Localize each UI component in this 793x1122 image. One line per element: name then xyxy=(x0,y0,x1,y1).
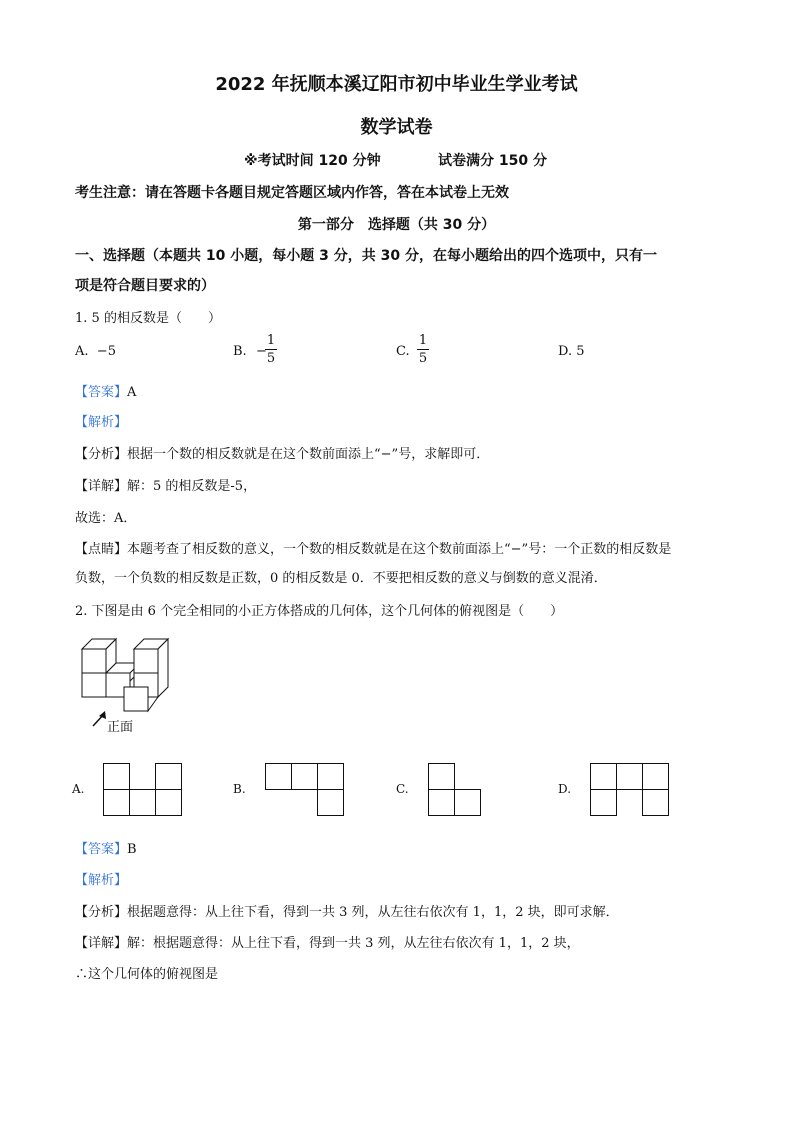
square xyxy=(129,789,156,816)
fraction-bar xyxy=(417,349,429,350)
exam-subtitle: 数学试卷 xyxy=(360,117,433,138)
square xyxy=(291,763,318,790)
section-heading-line1: 一、选择题（本题共 10 小题，每小题 3 分，共 30 分，在每小题给出的四个选项中，只有一 xyxy=(75,248,657,264)
square xyxy=(428,763,455,790)
q2-xiangjie-text: 解：根据题意得：从上往下看，得到一共 3 列，从左往右依次有 1，1，2 块， xyxy=(127,936,580,951)
square xyxy=(642,789,669,816)
q1-answer-value: A xyxy=(127,385,137,400)
q1-fenxi-text: 根据一个数的相反数就是在这个数前面添上“−”号，求解即可． xyxy=(127,447,490,462)
q1-option-b-numerator: 1 xyxy=(266,333,276,348)
q1-option-c-denominator: 5 xyxy=(418,351,428,366)
q1-analysis-tag: 【解析】 xyxy=(75,415,128,430)
q1-xiangjie xyxy=(75,475,256,494)
q1-guxuan: 故选：A． xyxy=(75,511,137,526)
q1-dianjing-line2: 负数，一个负数的相反数是正数，0 的相反数是 0．不要把相反数的意义与倒数的意义混淆． xyxy=(75,571,607,586)
q1-dianjing-tag: 【点睛】 xyxy=(75,542,128,557)
square xyxy=(265,763,292,790)
q1-dianjing-line1 xyxy=(75,538,671,557)
q2-xiangjie xyxy=(75,932,580,951)
q1-option-a-text: −5 xyxy=(96,344,116,359)
fraction-bar xyxy=(265,349,277,350)
q1-option-b-fraction xyxy=(265,333,277,366)
square xyxy=(590,763,617,790)
cube-side-face xyxy=(158,639,168,697)
q2-answer-tag: 【答案】 xyxy=(75,842,128,857)
section-heading-line2: 项是符合题目要求的） xyxy=(75,278,215,294)
q2-conclusion: ∴这个几何体的俯视图是 xyxy=(75,967,219,982)
cube-front-face xyxy=(124,687,148,711)
q2-answer-value: B xyxy=(127,842,137,857)
part-title: 第一部分 选择题（共 30 分） xyxy=(297,217,496,233)
q2-option-b-label: B. xyxy=(233,782,246,796)
q2-fenxi-tag: 【分析】 xyxy=(75,905,128,920)
q1-answer xyxy=(75,381,136,400)
q1-option-b-sign: − xyxy=(256,344,267,359)
exam-time-note: ※考试时间 120 分钟 xyxy=(244,153,381,169)
square xyxy=(103,763,130,790)
q2-fenxi xyxy=(75,901,619,920)
q1-xiangjie-tag: 【详解】 xyxy=(75,479,128,494)
cube-front-face xyxy=(82,649,106,673)
q1-answer-tag: 【答案】 xyxy=(75,385,128,400)
square xyxy=(317,763,344,790)
square xyxy=(616,763,643,790)
q1-option-a xyxy=(75,344,116,359)
q1-dianjing-text1: 本题考查了相反数的意义，一个数的相反数就是在这个数前面添上“−”号：一个正数的相反数是 xyxy=(127,542,672,557)
q2-analysis-tag: 【解析】 xyxy=(75,873,128,888)
square xyxy=(103,789,130,816)
q1-option-c-fraction xyxy=(417,333,429,366)
square xyxy=(155,763,182,790)
square xyxy=(642,763,669,790)
q1-option-c-label: C. xyxy=(396,344,410,359)
q1-stem: 1. 5 的相反数是（ ） xyxy=(75,311,221,326)
q2-option-d-label: D. xyxy=(558,782,572,796)
square xyxy=(590,789,617,816)
square xyxy=(317,789,344,816)
q1-option-a-label: A. xyxy=(75,344,89,359)
square xyxy=(155,789,182,816)
q2-option-a-label: A. xyxy=(72,782,85,796)
q2-answer xyxy=(75,838,137,857)
square xyxy=(454,789,481,816)
q2-option-c-label: C. xyxy=(396,782,409,796)
q1-xiangjie-text: 解：5 的相反数是-5， xyxy=(127,479,257,494)
front-label: 正面 xyxy=(107,720,134,735)
exam-title: 2022 年抚顺本溪辽阳市初中毕业生学业考试 xyxy=(215,74,578,95)
exam-notice: 考生注意：请在答题卡各题目规定答题区域内作答，答在本试卷上无效 xyxy=(75,185,509,201)
cube-front-face xyxy=(82,673,106,697)
q2-stem: 2. 下图是由 6 个完全相同的小正方体搭成的几何体，这个几何体的俯视图是（ ） xyxy=(75,604,564,619)
q2-xiangjie-tag: 【详解】 xyxy=(75,936,128,951)
q1-option-d-text: 5 xyxy=(576,344,585,359)
q1-option-b-label: B. xyxy=(233,344,247,359)
q2-fenxi-text: 根据题意得：从上往下看，得到一共 3 列，从左往右依次有 1，1，2 块，即可求解． xyxy=(127,905,619,920)
q1-option-d xyxy=(558,344,585,359)
exam-score-note: 试卷满分 150 分 xyxy=(438,153,547,169)
q1-fenxi xyxy=(75,443,489,462)
cube-front-face xyxy=(134,649,158,673)
q1-option-b-denominator: 5 xyxy=(266,351,276,366)
q1-option-d-label: D. xyxy=(558,344,573,359)
square xyxy=(428,789,455,816)
q1-fenxi-tag: 【分析】 xyxy=(75,447,128,462)
q1-option-c-numerator: 1 xyxy=(418,333,428,348)
